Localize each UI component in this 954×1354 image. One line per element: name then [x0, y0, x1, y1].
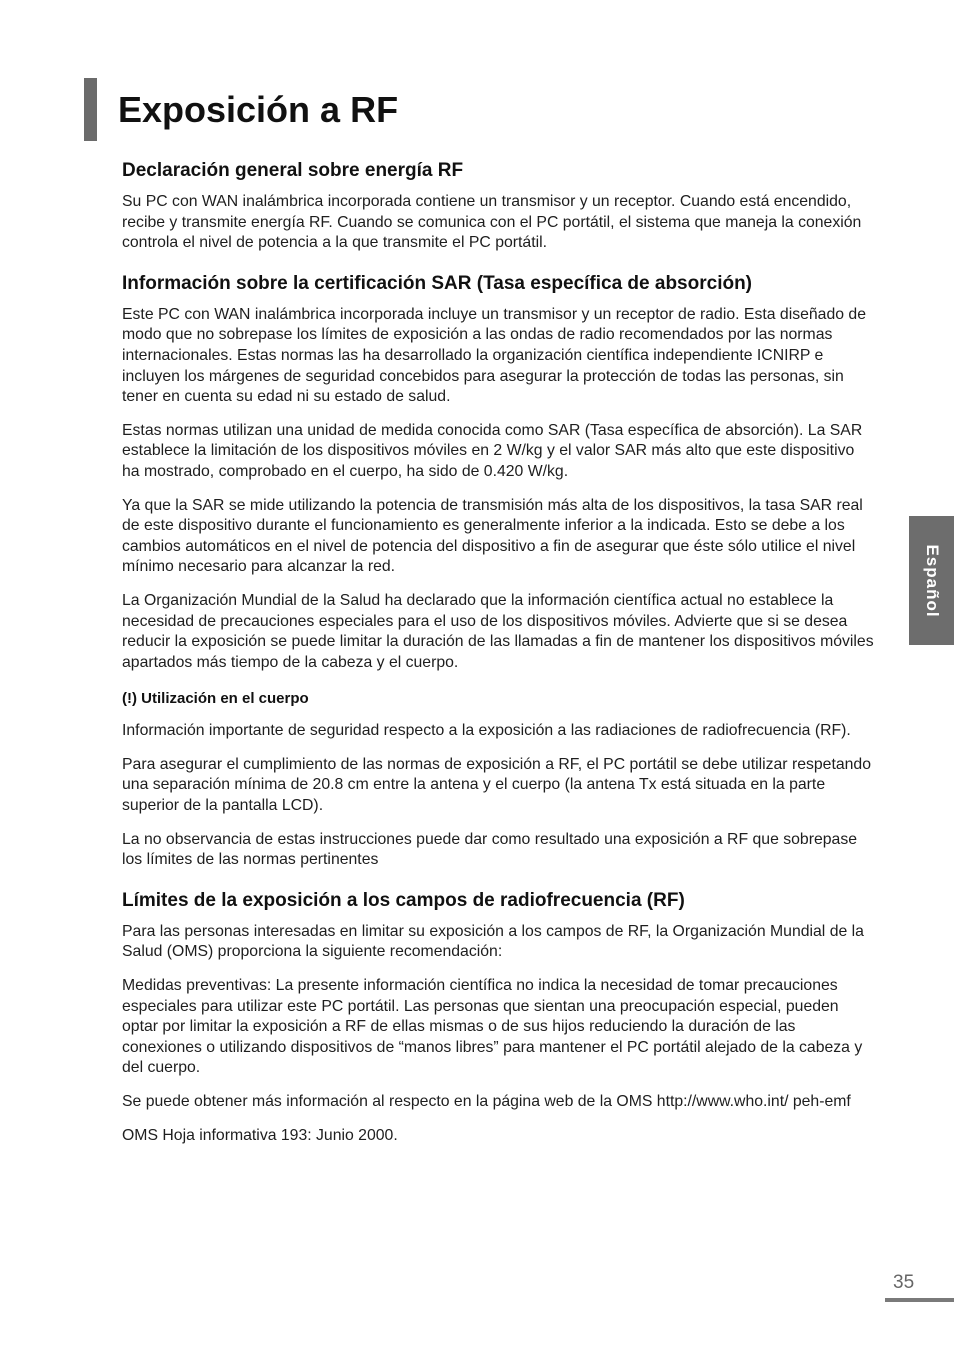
section-heading: Declaración general sobre energía RF [122, 160, 464, 181]
paragraph: La no observancia de estas instrucciones puede dar como resultado una exposición a RF que sobrepase los límites de las normas pertinentes [122, 830, 858, 869]
paragraph: Estas normas utilizan una unidad de medida conocida como SAR (Tasa específica de absorción). La SAR establece la limitación de los dispositivos móviles en 2 W/kg y el valor SAR más alto que este dispositivo ha mostrado, comprobado en el cuerpo, ha sido de 0.420 W/kg. [122, 421, 863, 480]
paragraph: Se puede obtener más información al respecto en la página web de la OMS http://www.who.int/ peh-emf [122, 1093, 851, 1110]
paragraph: Información importante de seguridad respecto a la exposición a las radiaciones de radiofrecuencia (RF). [122, 722, 851, 740]
paragraph: Este PC con WAN inalámbrica incorporada incluye un transmisor y un receptor de radio. Esta diseñado de modo que no sobrepase los límites de exposición a las ondas de radio recomendados por las normas internacionales. Estas normas las ha desarrollado la organización científica independiente ICNIRP e incluyen los márgenes de seguridad concebidos para asegurar la protección de todas las personas, sin tener en cuenta su edad ni su estado de salud. [122, 305, 866, 406]
page-number: 35 [893, 1272, 915, 1293]
section-sar-certification [122, 271, 874, 871]
paragraph: Medidas preventivas: La presente información científica no indica la necesidad de tomar precauciones especiales para utilizar este PC portátil. Las personas que sientan una preocupación especial, pueden optar por limitar la exposición a RF de ellas mismas o de sus hijos reduciendo la duración de las conexiones o utilizando dispositivos de “manos libres” para mantener el PC portátil alejado de la cabeza y del cuerpo. [122, 977, 863, 1077]
subheading-body-use: (!) Utilización en el cuerpo [122, 690, 309, 708]
paragraph: OMS Hoja informativa 193: Junio 2000. [122, 1126, 398, 1144]
section-general-statement [122, 158, 874, 254]
page-title: Exposición a RF [118, 89, 399, 130]
document-body [122, 158, 874, 1163]
language-label: Español [922, 543, 942, 618]
paragraph: Para asegurar el cumplimiento de las normas de exposición a RF, el PC portátil se debe utilizar respetando una separación mínima de 20.8 cm entre la antena y el cuerpo (la antena Tx está situada en la parte superior de la pantalla LCD). [122, 755, 871, 815]
paragraph: La Organización Mundial de la Salud ha declarado que la información científica actual no establece la necesidad de precauciones especiales para el uso de los dispositivos móviles. Advierte que si se desea reducir la exposición se puede limitar la duración de las llamadas a fin de mantener los dispositivos móviles apartados más tiempo de la cabeza y el cuerpo. [122, 591, 874, 671]
title-accent-bar [84, 78, 97, 141]
paragraph: Para las personas interesadas en limitar su exposición a los campos de RF, la Organización Mundial de la Salud (OMS) proporciona la siguiente recomendación: [122, 922, 864, 961]
section-exposure-limits [122, 888, 874, 1146]
section-heading: Límites de la exposición a los campos de radiofrecuencia (RF) [122, 889, 685, 911]
paragraph: Su PC con WAN inalámbrica incorporada contiene un transmisor y un receptor. Cuando está encendido, recibe y transmite energía RF. Cuando se comunica con el PC portátil, el sistema que maneja la conexión controla el nivel de potencia a la que transmite el PC portátil. [122, 193, 862, 252]
section-heading: Información sobre la certificación SAR (Tasa específica de absorción) [122, 272, 753, 294]
page-number-rule [885, 1298, 954, 1302]
paragraph: Ya que la SAR se mide utilizando la potencia de transmisión más alta de los dispositivos, la tasa SAR real de este dispositivo durante el funcionamiento es generalmente inferior a la indicada. Esto se debe a los cambios automáticos en el nivel de potencia del dispositivo a fin de asegurar que éste sólo utilice el nivel mínimo necesario para alcanzar la red. [122, 496, 863, 576]
language-side-tab [909, 516, 954, 645]
